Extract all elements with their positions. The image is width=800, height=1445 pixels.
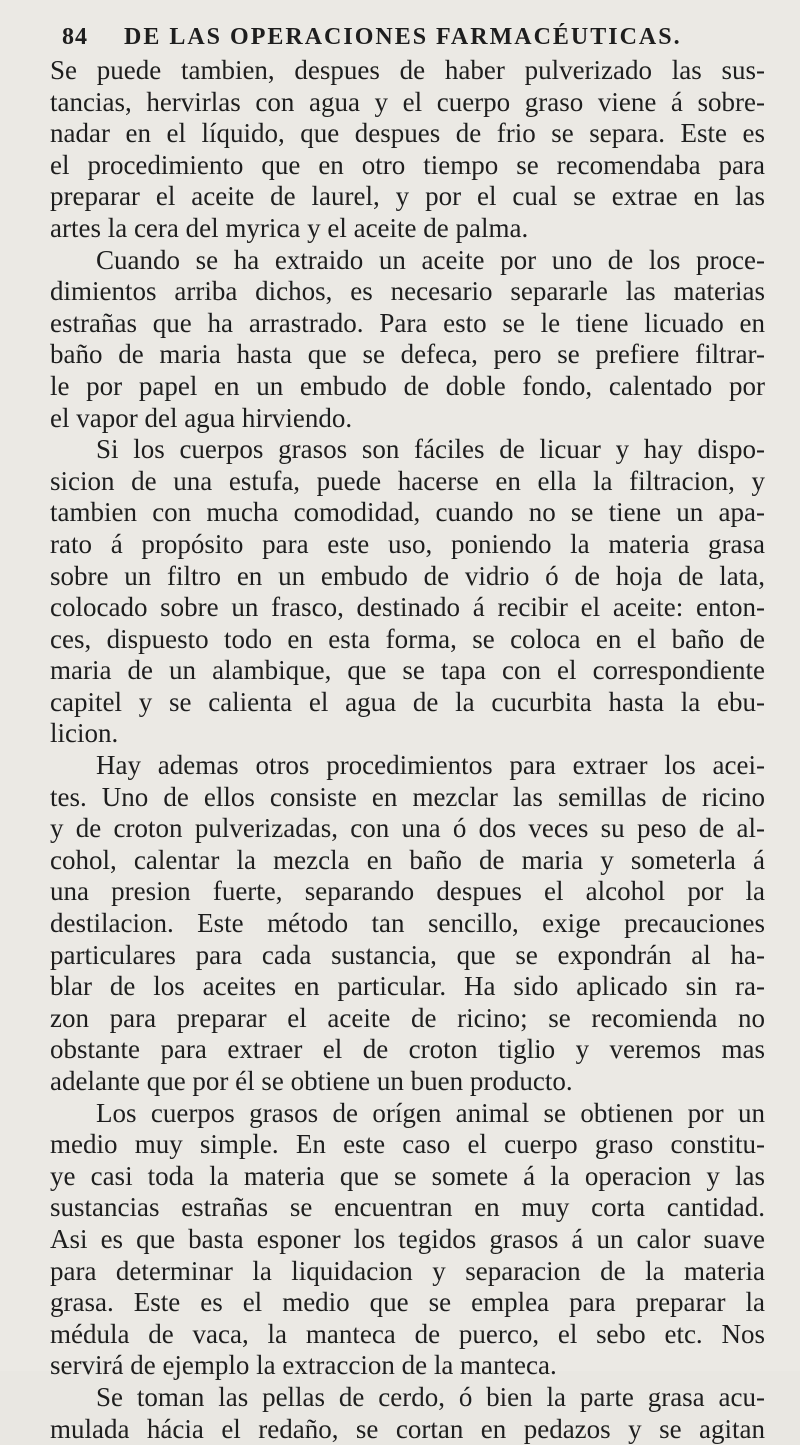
text-line: médula de vaca, la manteca de puerco, el sebo etc. Nos bbox=[50, 1318, 765, 1349]
body-text bbox=[50, 55, 765, 1445]
text-line: servirá de ejemplo la extraccion de la manteca. bbox=[50, 1350, 557, 1381]
text-line: artes la cera del myrica y el aceite de palma. bbox=[50, 212, 529, 243]
text-line: Se toman las pellas de cerdo, ó bien la parte grasa acu- bbox=[96, 1381, 765, 1412]
text-line: colocado sobre un frasco, destinado á recibir el aceite: enton- bbox=[50, 592, 765, 623]
text-line: particulares para cada sustancia, que se expondrán al ha- bbox=[50, 939, 765, 970]
text-line: Cuando se ha extraido un aceite por uno de los proce- bbox=[96, 244, 765, 275]
text-line: ye casi toda la materia que se somete á la operacion y las bbox=[50, 1160, 765, 1191]
text-line: medio muy simple. En este caso el cuerpo graso constitu- bbox=[50, 1129, 765, 1160]
page-header bbox=[62, 17, 752, 57]
text-line: preparar el aceite de laurel, y por el cual se extrae en las bbox=[50, 181, 765, 212]
text-line: Asi es que basta esponer los tegidos grasos á un calor suave bbox=[50, 1223, 765, 1254]
text-line: dimientos arriba dichos, es necesario separarle las materias bbox=[50, 276, 765, 307]
text-line: tes. Uno de ellos consiste en mezclar las semillas de ricino bbox=[50, 781, 765, 812]
text-line: el vapor del agua hirviendo. bbox=[50, 402, 353, 433]
text-line: tancias, hervirlas con agua y el cuerpo graso viene á sobre- bbox=[50, 86, 765, 117]
text-line: grasa. Este es el medio que se emplea para preparar la bbox=[50, 1287, 765, 1318]
text-line: Se puede tambien, despues de haber pulverizado las sus- bbox=[50, 55, 765, 85]
text-line: blar de los aceites en particular. Ha sido aplicado sin ra- bbox=[50, 971, 765, 1002]
text-line: el procedimiento que en otro tiempo se recomendaba para bbox=[50, 149, 765, 180]
text-line: licion. bbox=[50, 718, 119, 749]
text-line: una presion fuerte, separando despues el alcohol por la bbox=[50, 876, 765, 907]
text-line: le por papel en un embudo de doble fondo, calentado por bbox=[50, 370, 765, 401]
text-line: sobre un filtro en un embudo de vidrio ó de hoja de lata, bbox=[50, 560, 765, 591]
text-line: y de croton pulverizadas, con una ó dos veces su peso de al- bbox=[50, 813, 765, 844]
text-line: rato á propósito para este uso, poniendo la materia grasa bbox=[50, 528, 765, 559]
text-line: baño de maria hasta que se defeca, pero se prefiere filtrar- bbox=[50, 339, 765, 370]
running-title: DE LAS OPERACIONES FARMACÉUTICAS. bbox=[124, 24, 682, 50]
text-line: zon para preparar el aceite de ricino; se recomienda no bbox=[50, 1002, 765, 1033]
text-line: Los cuerpos grasos de orígen animal se obtienen por un bbox=[96, 1097, 765, 1128]
text-line: obstante para extraer el de croton tiglio y veremos mas bbox=[50, 1034, 765, 1065]
text-line: mulada hácia el redaño, se cortan en pedazos y se agitan bbox=[50, 1413, 765, 1444]
text-line: para determinar la liquidacion y separacion de la materia bbox=[50, 1255, 765, 1286]
text-line: cohol, calentar la mezcla en baño de maria y someterla á bbox=[50, 844, 765, 875]
text-line: Hay ademas otros procedimientos para extraer los acei- bbox=[96, 750, 765, 781]
text-line: nadar en el líquido, que despues de frio se separa. Este es bbox=[50, 118, 765, 149]
text-line: destilacion. Este método tan sencillo, exige precauciones bbox=[50, 908, 765, 939]
text-line: adelante que por él se obtiene un buen producto. bbox=[50, 1066, 573, 1096]
text-line: Si los cuerpos grasos son fáciles de licuar y hay dispo- bbox=[96, 434, 765, 465]
text-line: capitel y se calienta el agua de la cucurbita hasta la ebu- bbox=[50, 686, 765, 717]
text-line: sicion de una estufa, puede hacerse en ella la filtracion, y bbox=[50, 465, 765, 496]
text-line: tambien con mucha comodidad, cuando no se tiene un apa- bbox=[50, 497, 765, 528]
page-number: 84 bbox=[62, 24, 88, 50]
text-line: maria de un alambique, que se tapa con el correspondiente bbox=[50, 655, 765, 686]
text-line: ces, dispuesto todo en esta forma, se coloca en el baño de bbox=[50, 623, 765, 654]
text-line: estrañas que ha arrastrado. Para esto se le tiene licuado en bbox=[50, 307, 765, 338]
text-line: sustancias estrañas se encuentran en muy corta cantidad. bbox=[50, 1192, 765, 1223]
